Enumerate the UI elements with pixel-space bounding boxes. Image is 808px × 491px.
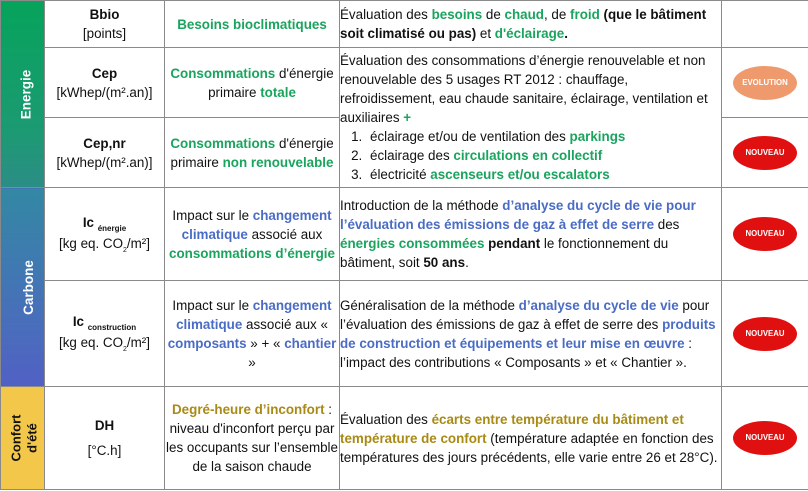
definition-highlight: non renouvelable [222, 154, 334, 170]
definition-text: : niveau d'inconfort perçu par les occupants sur l’ensemble de la saison chaude [166, 402, 338, 474]
badge-cell-ic-energie [722, 188, 808, 281]
definition-text: d'énergie primaire [208, 65, 334, 100]
badge-cell-ic-construction [722, 281, 808, 387]
desc-text: le fonctionnement du bâtiment, soit [340, 236, 669, 270]
row-dh [1, 387, 808, 490]
desc-bold: 50 ans [423, 255, 466, 270]
indicator-unit [45, 333, 164, 355]
definition-highlight: Consommations [170, 65, 276, 81]
indicator-unit: [points] [82, 26, 127, 41]
desc-highlight: d'éclairage [494, 26, 565, 41]
indicator-subscript: énergie [97, 223, 127, 233]
desc-highlight: besoins [431, 7, 483, 22]
list-highlight: ascenseurs et/ou escalators [430, 167, 610, 182]
definition-cep [165, 48, 340, 118]
indicator-name [45, 213, 164, 234]
desc-text: de [482, 7, 505, 22]
description-cep-shared [340, 48, 722, 188]
list-item [366, 146, 721, 165]
category-energie [1, 1, 45, 188]
desc-text: : l’impact des contributions « Composants » et « Chantier ». [340, 335, 692, 370]
list-text: éclairage et/ou de ventilation des [370, 129, 570, 144]
indicator-subscript: construction [87, 323, 137, 332]
list-text: électricité [370, 167, 431, 182]
desc-intro [340, 51, 721, 127]
row-bbio [1, 1, 808, 48]
nouveau-badge: NOUVEAU [733, 136, 797, 170]
indicator-unit: [kWhep/(m².an)] [56, 154, 153, 170]
list-item [366, 127, 721, 146]
desc-text: , de [543, 7, 571, 22]
definition-cepnr [165, 118, 340, 188]
definition-highlight: totale [260, 84, 296, 100]
indicator-name: Cep [91, 65, 118, 81]
definition-highlight: composants [167, 335, 247, 351]
category-confort [1, 387, 45, 490]
row-cep [1, 48, 808, 118]
definition-text: Besoins bioclimatiques [177, 16, 327, 32]
row-ic-construction [1, 281, 808, 387]
unit-text: /m²] [126, 335, 150, 350]
indicator-cepnr [45, 118, 165, 188]
nouveau-badge: NOUVEAU [733, 317, 797, 351]
definition-highlight: Consommations [170, 135, 276, 151]
indicator-name: Bbio [89, 7, 120, 22]
category-carbone [1, 188, 45, 387]
list-text: éclairage des [370, 148, 454, 163]
desc-text: Généralisation de la méthode [340, 297, 519, 313]
desc-plus: + [403, 110, 412, 125]
description-ic-energie [340, 188, 722, 281]
desc-text: pour l’évaluation des émissions de gaz à effet de serre des [340, 297, 710, 332]
category-confort-line2: d'été [24, 422, 40, 453]
badge-cell-bbio [722, 1, 808, 48]
desc-highlight: chaud [504, 7, 544, 22]
desc-bold: . [564, 26, 568, 41]
desc-text: Évaluation des [340, 411, 432, 427]
definition-text: Impact sur le [172, 207, 253, 223]
desc-text: des [654, 217, 680, 232]
desc-highlight: énergies consommées [340, 236, 485, 251]
unit-subscript: 2 [123, 246, 127, 254]
list-item [366, 165, 721, 184]
definition-text: » [248, 354, 256, 370]
indicator-cep [45, 48, 165, 118]
indicator-symbol: Ic [72, 314, 84, 329]
definition-text: » + « [246, 335, 285, 351]
indicator-unit [45, 234, 164, 256]
category-energie-label: Energie [18, 69, 34, 119]
description-ic-construction [340, 281, 722, 387]
desc-highlight: d’analyse du cycle de vie pour l’évaluation des émissions de gaz à effet de serre [340, 198, 696, 232]
badge-cell-cep [722, 48, 808, 118]
category-confort-label [8, 414, 40, 461]
desc-text: . [465, 255, 469, 270]
indicator-unit: [°C.h] [87, 443, 122, 458]
desc-highlight: produits de construction et équipements et leur mise en œuvre [340, 316, 716, 351]
unit-subscript: 2 [123, 346, 127, 353]
indicator-symbol: Ic [82, 214, 94, 230]
indicator-name: DH [94, 418, 115, 433]
indicator-dh [45, 387, 165, 490]
description-dh [340, 387, 722, 490]
indicator-name: Cep,nr [83, 135, 126, 151]
desc-list [340, 127, 721, 184]
desc-bold: (que le bâtiment soit climatisé ou pas) [340, 7, 707, 41]
unit-text: [kg eq. CO [59, 335, 124, 350]
definition-text: Impact sur le [172, 297, 253, 313]
nouveau-badge: NOUVEAU [733, 421, 797, 455]
row-ic-energie [1, 188, 808, 281]
badge-cell-cepnr [722, 118, 808, 188]
indicator-ic-energie [45, 188, 165, 281]
description-bbio [340, 1, 722, 48]
evolution-badge: EVOLUTION [733, 66, 797, 100]
desc-highlight: d’analyse du cycle de vie [518, 297, 679, 313]
desc-text: Évaluation des consommations d’énergie renouvelable et non renouvelable des 5 usages RT 2012 : chauffage, refroidissement, eau chaude sanitaire, éclairage, ventilation et auxiliaires [340, 53, 708, 125]
definition-highlight: Degré-heure d’inconfort [172, 402, 325, 417]
desc-text: Introduction de la méthode [340, 198, 503, 213]
category-carbone-label: Carbone [20, 259, 36, 315]
definition-ic-construction [165, 281, 340, 387]
desc-highlight: écarts entre température du bâtiment et température de confort [340, 411, 684, 446]
category-confort-line1: Confort [8, 414, 24, 461]
desc-highlight: froid [570, 7, 600, 22]
list-highlight: parkings [569, 129, 626, 144]
indicator-ic-construction [45, 281, 165, 387]
definition-text: associé aux [247, 226, 323, 242]
nouveau-badge: NOUVEAU [733, 217, 797, 251]
definition-highlight: changement climatique [176, 297, 332, 332]
desc-text: et [476, 26, 495, 41]
definition-dh [165, 387, 340, 490]
indicator-bbio [45, 1, 165, 48]
list-highlight: circulations en collectif [453, 148, 603, 163]
definition-ic-energie [165, 188, 340, 281]
definition-highlight: changement climatique [181, 207, 332, 242]
desc-text: (température adaptée en fonction des températures des jours précédents, elle varie entre 26 et 28°C). [340, 430, 718, 465]
unit-text: [kg eq. CO [59, 235, 124, 251]
indicator-unit: [kWhep/(m².an)] [56, 84, 153, 100]
definition-text: associé aux « [242, 316, 328, 332]
desc-bold: pendant [484, 236, 541, 251]
definition-bbio [165, 1, 340, 48]
desc-text: Évaluation des [340, 7, 432, 22]
definition-highlight: consommations d’énergie [169, 245, 335, 261]
definition-text: d'énergie primaire [170, 135, 334, 170]
unit-text: /m²] [126, 235, 150, 251]
badge-cell-dh [722, 387, 808, 490]
definition-highlight: chantier [284, 335, 337, 351]
indicator-name [45, 312, 164, 333]
